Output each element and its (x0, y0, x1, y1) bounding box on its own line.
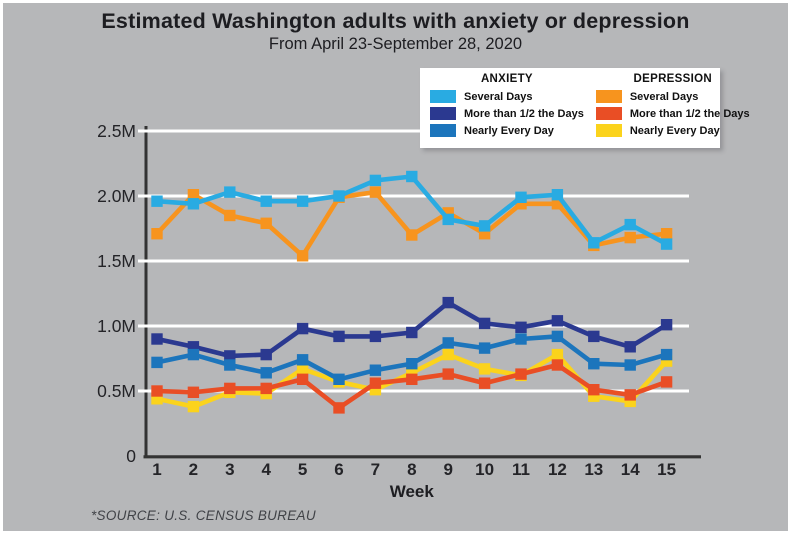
legend-item-anxiety-0 (430, 90, 584, 103)
data-point-marker (479, 378, 490, 389)
data-point-marker (151, 357, 162, 368)
data-point-marker (443, 349, 454, 360)
x-tick-label-13: 13 (584, 460, 604, 479)
data-point-marker (479, 363, 490, 374)
data-point-marker (333, 190, 344, 201)
legend-depression-column (586, 68, 752, 148)
data-point-marker (515, 192, 526, 203)
legend-item-label: Several Days (629, 90, 699, 103)
legend-item-depression-1 (596, 107, 750, 120)
chart-panel (3, 3, 788, 531)
data-point-marker (625, 219, 636, 230)
data-point-marker (333, 374, 344, 385)
legend-anxiety-items (430, 86, 584, 137)
data-point-marker (151, 196, 162, 207)
chart-title: Estimated Washington adults with anxiety or depression (101, 9, 690, 33)
legend-item-anxiety-2 (430, 124, 584, 137)
x-tick-label-7: 7 (370, 460, 381, 479)
data-point-marker (370, 186, 381, 197)
data-point-marker (479, 220, 490, 231)
x-tick-label-15: 15 (657, 460, 677, 479)
data-point-marker (370, 331, 381, 342)
y-tick-label-2.0M: 2.0M (97, 186, 136, 206)
data-point-marker (370, 378, 381, 389)
data-point-marker (625, 341, 636, 352)
data-point-marker (188, 198, 199, 209)
data-point-marker (552, 315, 563, 326)
data-point-marker (406, 374, 417, 385)
x-tick-label-1: 1 (152, 460, 162, 479)
data-point-marker (588, 331, 599, 342)
data-point-marker (406, 327, 417, 338)
data-point-marker (661, 349, 672, 360)
color-swatch-icon (596, 107, 622, 120)
data-point-marker (443, 368, 454, 379)
data-point-marker (406, 171, 417, 182)
x-tick-label-10: 10 (475, 460, 495, 479)
legend-item-depression-2 (596, 124, 750, 137)
x-axis-title: Week (389, 482, 434, 501)
x-tick-label-12: 12 (547, 460, 567, 479)
legend-item-label: Nearly Every Day (464, 124, 554, 137)
legend-depression-items (596, 86, 750, 137)
data-point-marker (625, 359, 636, 370)
legend-item-label: Nearly Every Day (629, 124, 720, 137)
data-point-marker (406, 229, 417, 240)
data-point-marker (151, 228, 162, 239)
x-tick-label-8: 8 (407, 460, 417, 479)
legend-anxiety-column (420, 68, 586, 148)
legend-item-depression-0 (596, 90, 750, 103)
data-point-marker (224, 186, 235, 197)
data-point-marker (188, 401, 199, 412)
x-tick-label-6: 6 (334, 460, 344, 479)
data-point-marker (297, 250, 308, 261)
data-point-marker (370, 175, 381, 186)
data-point-marker (479, 318, 490, 329)
data-point-marker (261, 367, 272, 378)
y-tick-label-1.5M: 1.5M (97, 251, 136, 271)
data-point-marker (406, 358, 417, 369)
data-point-marker (297, 374, 308, 385)
data-point-marker (261, 349, 272, 360)
data-point-marker (661, 228, 672, 239)
legend-anxiety-header: ANXIETY (480, 73, 533, 85)
y-tick-label-0.5M: 0.5M (97, 381, 136, 401)
data-point-marker (515, 333, 526, 344)
data-point-marker (443, 214, 454, 225)
data-point-marker (261, 218, 272, 229)
legend-item-anxiety-1 (430, 107, 584, 120)
color-swatch-icon (430, 107, 456, 120)
data-point-marker (443, 337, 454, 348)
color-swatch-icon (596, 124, 622, 137)
data-point-marker (552, 349, 563, 360)
data-point-marker (552, 189, 563, 200)
y-tick-label-2.5M: 2.5M (97, 121, 136, 141)
data-point-marker (515, 368, 526, 379)
legend-depression-header: DEPRESSION (633, 73, 712, 85)
data-point-marker (588, 384, 599, 395)
x-tick-label-4: 4 (261, 460, 271, 479)
data-point-marker (370, 365, 381, 376)
data-point-marker (297, 354, 308, 365)
legend-item-label: More than 1/2 the Days (464, 107, 584, 120)
data-point-marker (625, 389, 636, 400)
data-point-marker (333, 402, 344, 413)
x-tick-label-9: 9 (443, 460, 453, 479)
legend-item-label: Several Days (464, 90, 533, 103)
data-point-marker (151, 333, 162, 344)
data-point-marker (297, 196, 308, 207)
color-swatch-icon (596, 90, 622, 103)
data-point-marker (479, 342, 490, 353)
data-point-marker (261, 383, 272, 394)
data-point-marker (443, 297, 454, 308)
data-point-marker (515, 322, 526, 333)
data-point-marker (188, 387, 199, 398)
data-point-marker (625, 232, 636, 243)
data-point-marker (588, 358, 599, 369)
legend-item-label: More than 1/2 the Days (629, 107, 750, 120)
data-point-marker (661, 319, 672, 330)
color-swatch-icon (430, 90, 456, 103)
data-point-marker (224, 383, 235, 394)
color-swatch-icon (430, 124, 456, 137)
data-point-marker (661, 376, 672, 387)
x-tick-label-11: 11 (512, 460, 530, 479)
data-point-marker (224, 359, 235, 370)
data-point-marker (552, 359, 563, 370)
source-note: *SOURCE: U.S. CENSUS BUREAU (91, 508, 316, 523)
data-point-marker (224, 210, 235, 221)
data-point-marker (333, 331, 344, 342)
data-point-marker (552, 331, 563, 342)
x-tick-label-14: 14 (620, 460, 640, 479)
chart-subtitle: From April 23-September 28, 2020 (268, 35, 523, 53)
data-point-marker (588, 237, 599, 248)
x-tick-label-5: 5 (297, 460, 308, 479)
chart-legend (420, 68, 750, 148)
data-point-marker (151, 385, 162, 396)
data-point-marker (188, 349, 199, 360)
data-point-marker (297, 323, 308, 334)
x-tick-label-3: 3 (225, 460, 235, 479)
x-tick-label-2: 2 (188, 460, 199, 479)
data-point-marker (261, 196, 272, 207)
y-tick-label-0: 0 (126, 446, 136, 466)
y-tick-label-1.0M: 1.0M (97, 316, 136, 336)
data-point-marker (661, 238, 672, 249)
